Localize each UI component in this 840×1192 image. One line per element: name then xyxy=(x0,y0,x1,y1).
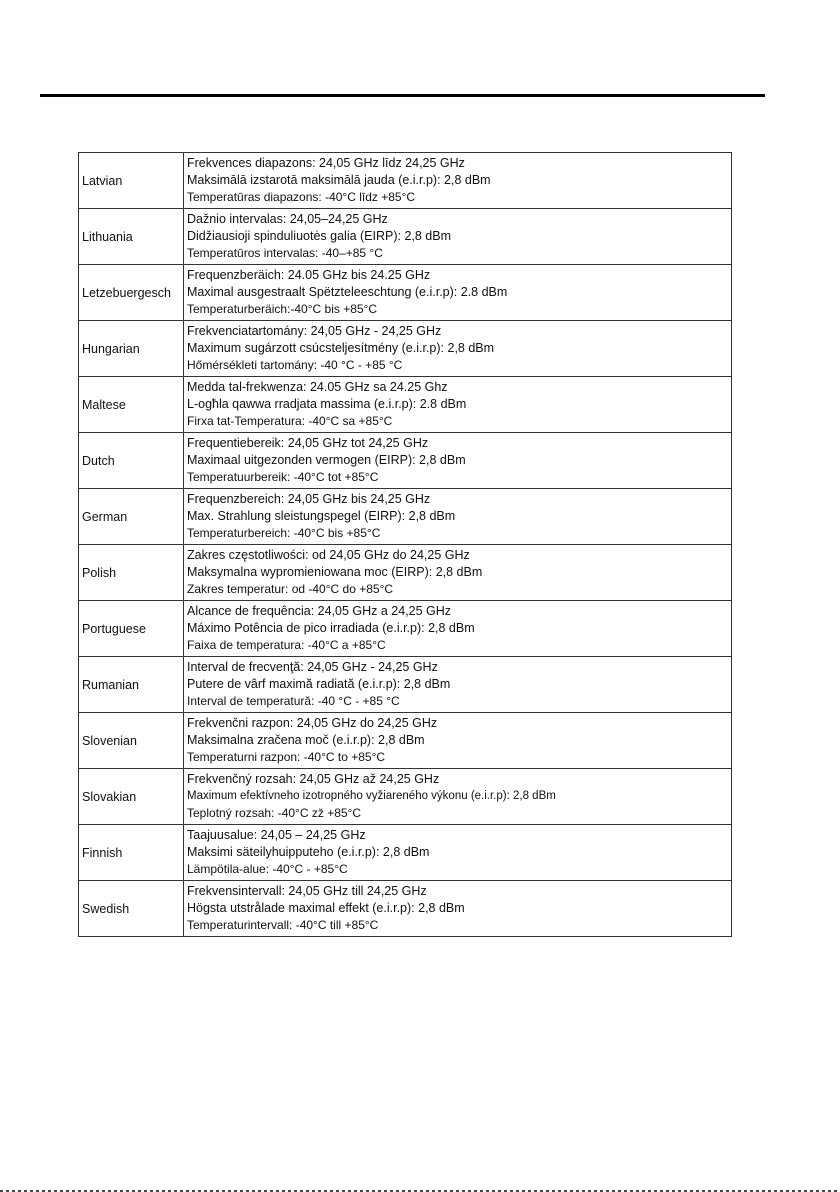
temperature-range-text: Temperaturbereich: -40°C bis +85°C xyxy=(187,525,381,540)
frequency-range-text: Frekvenčný rozsah: 24,05 GHz až 24,25 GHz xyxy=(187,771,440,786)
temperature-range-text: Teplotný rozsah: -40°C zž +85°C xyxy=(187,805,362,820)
max-power-text: Maksymalna wypromieniowana moc (EIRP): 2,8 dBm xyxy=(187,564,483,579)
spec-cell xyxy=(184,265,732,321)
language-cell: Swedish xyxy=(79,881,184,937)
spec-row-rumanian xyxy=(79,657,732,713)
max-power-text: Maksimi säteilyhuipputeho (e.i.r.p): 2,8 dBm xyxy=(187,844,430,859)
max-power-text: Max. Strahlung sleistungspegel (EIRP): 2,8 dBm xyxy=(187,508,456,523)
temperature-range-text: Temperatuurbereik: -40°C tot +85°C xyxy=(187,469,379,484)
max-power-text: Maksimālā izstarotā maksimālā jauda (e.i.r.p): 2,8 dBm xyxy=(187,172,491,187)
spec-row-maltese xyxy=(79,377,732,433)
spec-cell xyxy=(184,377,732,433)
spec-row-portuguese xyxy=(79,601,732,657)
temperature-range-text: Temperaturberäich:-40°C bis +85°C xyxy=(187,301,378,316)
frequency-range-text: Frekvenčni razpon: 24,05 GHz do 24,25 GHz xyxy=(187,715,438,730)
spec-row-latvian xyxy=(79,153,732,209)
spec-row-finnish xyxy=(79,825,732,881)
language-cell: Rumanian xyxy=(79,657,184,713)
spec-cell xyxy=(184,321,732,377)
spec-row-slovenian xyxy=(79,713,732,769)
temperature-range-text: Firxa tat-Temperatura: -40°C sa +85°C xyxy=(187,413,393,428)
temperature-range-text: Lämpötila-alue: -40°C - +85°C xyxy=(187,861,348,876)
max-power-text: Máximo Potência de pico irradiada (e.i.r.p): 2,8 dBm xyxy=(187,620,475,635)
max-power-text: Maximaal uitgezonden vermogen (EIRP): 2,8 dBm xyxy=(187,452,466,467)
spec-cell xyxy=(184,713,732,769)
temperature-range-text: Temperatūras diapazons: -40°C līdz +85°C xyxy=(187,189,416,204)
temperature-range-text: Faixa de temperatura: -40°C a +85°C xyxy=(187,637,386,652)
temperature-range-text: Hőmérsékleti tartomány: -40 °C - +85 °C xyxy=(187,357,403,372)
temperature-range-text: Temperatūros intervalas: -40–+85 °C xyxy=(187,245,383,260)
language-cell: Dutch xyxy=(79,433,184,489)
frequency-range-text: Taajuusalue: 24,05 – 24,25 GHz xyxy=(187,827,366,842)
spec-cell xyxy=(184,433,732,489)
frequency-range-text: Zakres częstotliwości: od 24,05 GHz do 24,25 GHz xyxy=(187,547,470,562)
max-power-text: Putere de vârf maximă radiată (e.i.r.p): 2,8 dBm xyxy=(187,676,451,691)
max-power-text: Didžiausioji spinduliuotės galia (EIRP): 2,8 dBm xyxy=(187,228,452,243)
spec-cell xyxy=(184,601,732,657)
spec-row-hungarian xyxy=(79,321,732,377)
spec-cell xyxy=(184,825,732,881)
max-power-text: Maximum efektívneho izotropného vyžiareného výkonu (e.i.r.p): 2,8 dBm xyxy=(187,789,556,802)
max-power-text: Maximum sugárzott csúcsteljesítmény (e.i.r.p): 2,8 dBm xyxy=(187,340,495,355)
language-cell: Polish xyxy=(79,545,184,601)
max-power-text: L-ogħla qawwa rradjata massima (e.i.r.p): 2.8 dBm xyxy=(187,396,467,411)
language-cell: German xyxy=(79,489,184,545)
spec-row-slovakian xyxy=(79,769,732,825)
language-cell: Maltese xyxy=(79,377,184,433)
frequency-range-text: Dažnio intervalas: 24,05–24,25 GHz xyxy=(187,211,388,226)
max-power-text: Högsta utstrålade maximal effekt (e.i.r.p): 2,8 dBm xyxy=(187,900,465,915)
spec-row-letzebuergesch xyxy=(79,265,732,321)
spec-cell xyxy=(184,545,732,601)
frequency-range-text: Frekvences diapazons: 24,05 GHz līdz 24,25 GHz xyxy=(187,155,465,170)
temperature-range-text: Zakres temperatur: od -40°C do +85°C xyxy=(187,581,394,596)
spec-row-lithuania xyxy=(79,209,732,265)
frequency-range-text: Frekvenciatartomány: 24,05 GHz - 24,25 GHz xyxy=(187,323,442,338)
language-cell: Hungarian xyxy=(79,321,184,377)
radio-spec-table xyxy=(78,152,732,937)
frequency-range-text: Frekvensintervall: 24,05 GHz till 24,25 GHz xyxy=(187,883,427,898)
spec-row-polish xyxy=(79,545,732,601)
spec-cell xyxy=(184,769,732,825)
language-cell: Latvian xyxy=(79,153,184,209)
max-power-text: Maksimalna zračena moč (e.i.r.p): 2,8 dBm xyxy=(187,732,425,747)
language-cell: Slovenian xyxy=(79,713,184,769)
spec-cell xyxy=(184,881,732,937)
language-cell: Lithuania xyxy=(79,209,184,265)
spec-cell xyxy=(184,657,732,713)
spec-table-body xyxy=(79,153,732,937)
spec-row-swedish xyxy=(79,881,732,937)
spec-row-german xyxy=(79,489,732,545)
frequency-range-text: Interval de frecvenţă: 24,05 GHz - 24,25 GHz xyxy=(187,659,438,674)
temperature-range-text: Temperaturni razpon: -40°C to +85°C xyxy=(187,749,386,764)
temperature-range-text: Temperaturintervall: -40°C till +85°C xyxy=(187,917,379,932)
frequency-range-text: Frequentiebereik: 24,05 GHz tot 24,25 GHz xyxy=(187,435,429,450)
language-cell: Portuguese xyxy=(79,601,184,657)
frequency-range-text: Alcance de frequência: 24,05 GHz a 24,25 GHz xyxy=(187,603,452,618)
frequency-range-text: Medda tal-frekwenza: 24.05 GHz sa 24.25 Ghz xyxy=(187,379,448,394)
spec-row-dutch xyxy=(79,433,732,489)
temperature-range-text: Interval de temperatură: -40 °C - +85 °C xyxy=(187,693,400,708)
max-power-text: Maximal ausgestraalt Spëtzteleeschtung (e.i.r.p): 2.8 dBm xyxy=(187,284,508,299)
spec-cell xyxy=(184,153,732,209)
header-rule xyxy=(40,94,765,97)
spec-cell xyxy=(184,489,732,545)
frequency-range-text: Frequenzberäich: 24.05 GHz bis 24.25 GHz xyxy=(187,267,431,282)
spec-cell xyxy=(184,209,732,265)
language-cell: Finnish xyxy=(79,825,184,881)
frequency-range-text: Frequenzbereich: 24,05 GHz bis 24,25 GHz xyxy=(187,491,431,506)
language-cell: Letzebuergesch xyxy=(79,265,184,321)
language-cell: Slovakian xyxy=(79,769,184,825)
